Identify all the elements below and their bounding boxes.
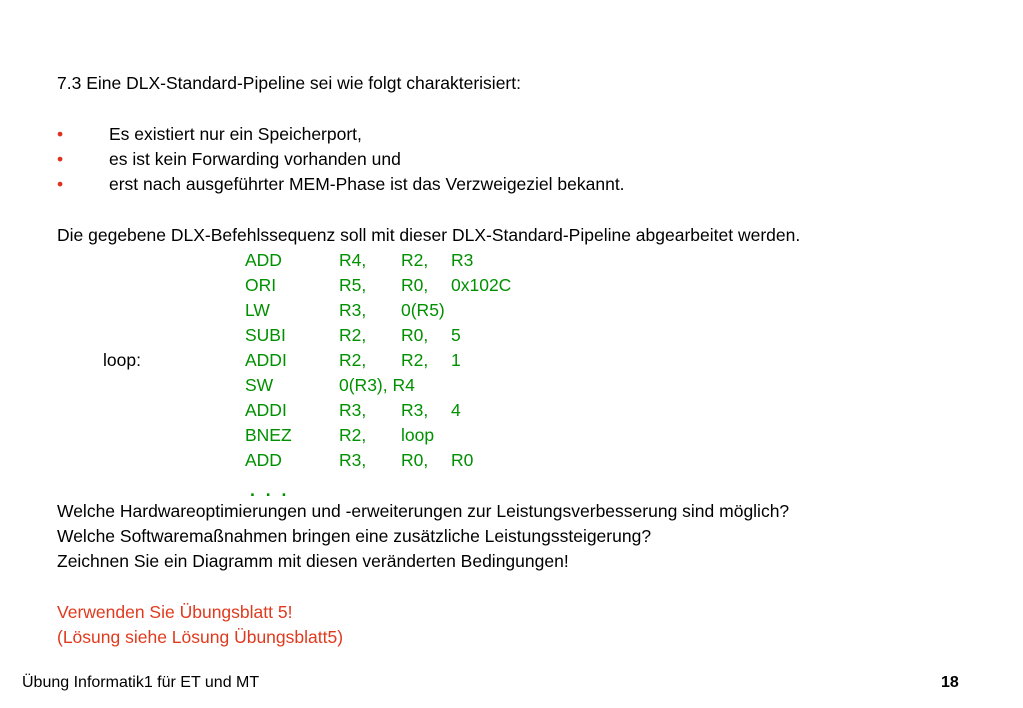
code-operand: R0 [451, 450, 474, 470]
bullet-item: erst nach ausgeführter MEM-Phase ist das Verzweigeziel bekannt. [109, 174, 625, 194]
code-opcode: ORI [245, 275, 277, 295]
code-opcode: LW [245, 300, 270, 320]
code-operand: R2, [401, 350, 429, 370]
code-operand: R3, [401, 400, 429, 420]
code-operand: 0(R5) [401, 300, 445, 320]
code-operand: 5 [451, 325, 461, 345]
bullet-marker: • [57, 124, 64, 144]
code-operand: R3, [339, 400, 367, 420]
code-operand: 0(R3), R4 [339, 375, 415, 395]
code-operand: R0, [401, 275, 429, 295]
code-line [0, 350, 1023, 375]
code-operand: R5, [339, 275, 367, 295]
bullet-marker: • [57, 149, 64, 169]
code-line [0, 300, 1023, 325]
code-opcode: ADD [245, 450, 282, 470]
code-operand: R2, [401, 250, 429, 270]
bullet-marker: • [57, 174, 64, 194]
code-line [0, 400, 1023, 425]
code-operand: R2, [339, 425, 367, 445]
code-operand: R0, [401, 450, 429, 470]
question-line: Welche Softwaremaßnahmen bringen eine zusätzliche Leistungssteigerung? [57, 526, 652, 546]
code-operand: R3 [451, 250, 474, 270]
code-operand: R4, [339, 250, 367, 270]
code-label: loop: [103, 350, 141, 370]
code-line [0, 275, 1023, 300]
code-line [0, 325, 1023, 350]
code-line [0, 425, 1023, 450]
code-opcode: ADD [245, 250, 282, 270]
bullet-item: es ist kein Forwarding vorhanden und [109, 149, 401, 169]
code-opcode: ADDI [245, 350, 287, 370]
code-operand: R3, [339, 450, 367, 470]
code-opcode: SUBI [245, 325, 286, 345]
page-number: 18 [941, 674, 959, 691]
hint-line: (Lösung siehe Lösung Übungsblatt5) [57, 627, 344, 647]
footer-course: Übung Informatik1 für ET und MT [22, 674, 260, 691]
hint-line: Verwenden Sie Übungsblatt 5! [57, 602, 293, 622]
sequence-intro: Die gegebene DLX-Befehlssequenz soll mit dieser DLX-Standard-Pipeline abgearbeitet werden. [57, 225, 801, 245]
code-operand: R0, [401, 325, 429, 345]
question-line: Welche Hardwareoptimierungen und -erweiterungen zur Leistungsverbesserung sind möglich? [57, 501, 790, 521]
code-line [0, 250, 1023, 275]
code-line [0, 375, 1023, 400]
question-line: Zeichnen Sie ein Diagramm mit diesen veränderten Bedingungen! [57, 551, 569, 571]
code-operand: R3, [339, 300, 367, 320]
code-ellipsis: . . . [250, 480, 290, 500]
intro-text: 7.3 Eine DLX-Standard-Pipeline sei wie folgt charakterisiert: [57, 73, 521, 93]
code-operand: R2, [339, 350, 367, 370]
code-opcode: BNEZ [245, 425, 292, 445]
code-operand: 0x102C [451, 275, 512, 295]
code-opcode: ADDI [245, 400, 287, 420]
code-line [0, 450, 1023, 475]
code-operand: loop [401, 425, 435, 445]
bullet-item: Es existiert nur ein Speicherport, [109, 124, 362, 144]
code-opcode: SW [245, 375, 274, 395]
code-operand: R2, [339, 325, 367, 345]
code-operand: 4 [451, 400, 461, 420]
code-operand: 1 [451, 350, 461, 370]
